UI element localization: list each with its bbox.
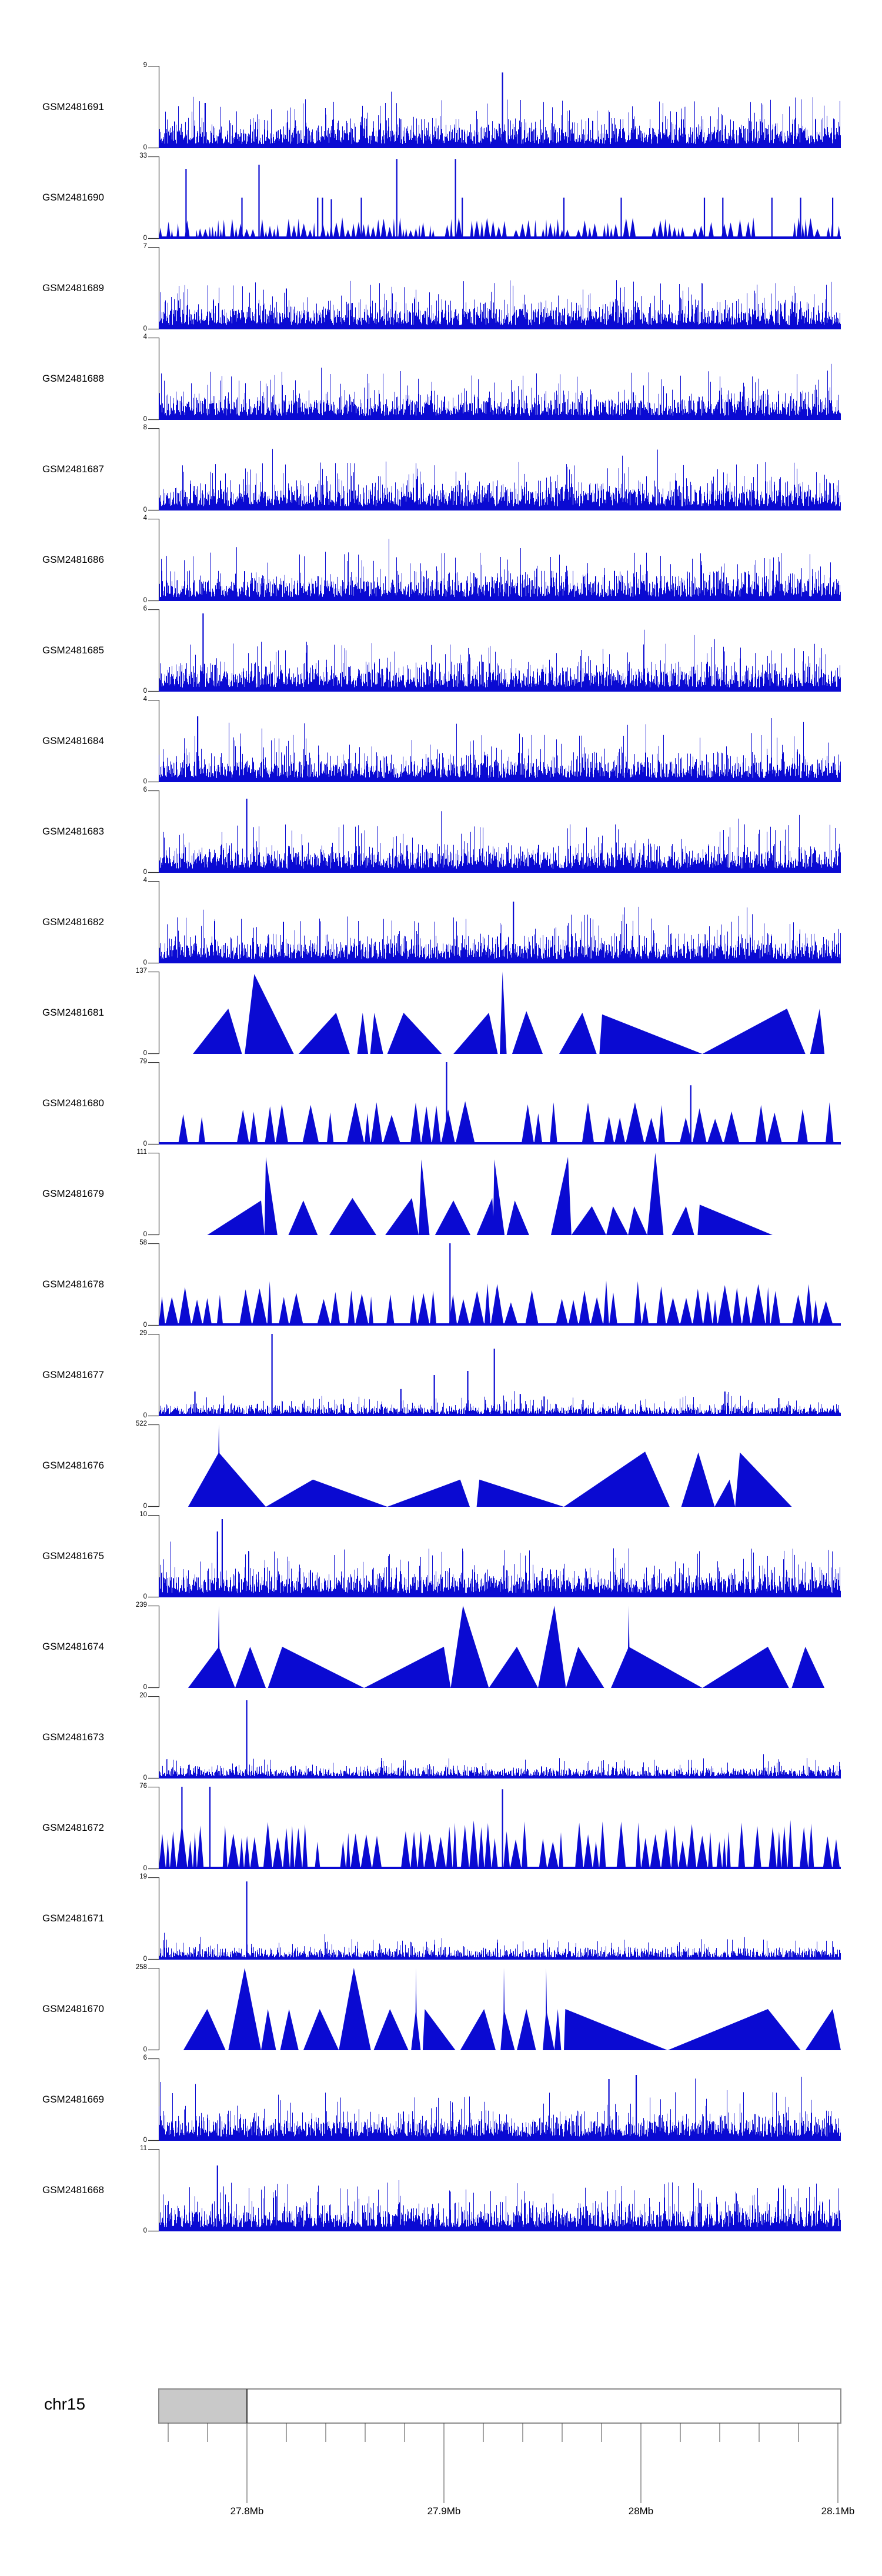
signal-baseline [159,416,841,420]
y-axis-max-label: 11 [140,2145,147,2152]
y-axis-zero-label: 0 [143,1593,147,1600]
y-axis-line [148,1062,159,1144]
coverage-signal [159,811,841,873]
peak-signal [183,1968,841,2050]
y-axis-zero-label: 0 [143,688,147,695]
signal-track-plot [147,1334,841,1417]
y-axis-max-label: 6 [143,786,147,793]
y-axis-max-label: 79 [139,1058,147,1065]
y-axis-max-label: 258 [135,1964,147,1971]
chromosome-bar [159,2389,841,2423]
y-axis-line [148,609,159,692]
peak-signal [159,1101,841,1144]
y-axis-line [148,1787,159,1869]
y-axis-max-label: 111 [136,1149,147,1156]
track-label: GSM2481670 [42,2003,104,2014]
signal-area [159,159,841,239]
signal-area [159,613,841,692]
peak-signal [159,1820,841,1870]
y-axis-line [148,1515,159,1597]
track-label: GSM2481689 [42,282,104,293]
signal-baseline [159,144,841,148]
ruler-tick-label: 27.9Mb [427,2505,461,2517]
track-label: GSM2481679 [42,1188,104,1199]
signal-track-plot [147,428,841,511]
ruler-axis [0,2388,882,2511]
track-label: GSM2481690 [42,192,104,203]
y-axis-zero-label: 0 [143,2227,147,2234]
y-axis-line [148,2149,159,2231]
y-axis-max-label: 10 [139,1511,147,1518]
signal-baseline [159,236,841,239]
y-axis-zero-label: 0 [143,597,147,604]
y-axis-line [148,2058,159,2141]
signal-area [159,72,841,148]
peak-signal [188,1606,824,1688]
ruler-tick-label: 27.8Mb [230,2505,264,2517]
signal-track-plot [147,1515,841,1598]
y-axis-line [148,66,159,148]
y-axis-max-label: 137 [135,967,147,975]
y-axis-max-label: 20 [139,1692,147,1699]
signal-baseline [159,2137,841,2141]
y-axis-max-label: 239 [135,1601,147,1609]
signal-area [159,1881,841,1960]
signal-baseline [159,2227,841,2231]
signal-area [159,449,841,510]
y-axis-zero-label: 0 [143,1140,147,1147]
signal-area [159,902,841,963]
signal-area [159,1700,841,1778]
signal-baseline [159,1776,841,1778]
y-axis-line [148,1696,159,1778]
y-axis-max-label: 9 [143,62,147,69]
signal-track-plot [147,247,841,330]
track-label: GSM2481671 [42,1913,104,1924]
y-axis-zero-label: 0 [143,1774,147,1781]
signal-track-plot [147,790,841,873]
signal-track-plot [147,1062,841,1145]
track-label: GSM2481680 [42,1097,104,1109]
signal-track-plot [147,156,841,239]
signal-baseline [159,506,841,510]
track-label: GSM2481686 [42,554,104,565]
signal-track-plot [147,1606,841,1689]
y-axis-line [148,1606,159,1688]
signal-area [193,972,824,1054]
signal-track-plot [147,609,841,692]
y-axis-max-label: 19 [139,1873,147,1880]
signal-area [159,716,841,782]
signal-track-plot [147,1787,841,1870]
y-axis-max-label: 4 [143,696,147,703]
y-axis-line [148,1424,159,1507]
signal-baseline [159,1414,841,1416]
y-axis-line [148,1968,159,2050]
y-axis-line [148,428,159,510]
track-label: GSM2481688 [42,373,104,384]
signal-baseline [159,959,841,963]
coverage-signal [159,449,841,510]
coverage-signal [159,2077,841,2141]
y-axis-line [148,338,159,420]
track-label: GSM2481682 [42,916,104,927]
y-axis-max-label: 7 [143,243,147,250]
y-axis-line [148,972,159,1054]
signal-area [159,539,841,601]
y-axis-zero-label: 0 [143,1503,147,1510]
coverage-signal [159,539,841,601]
y-axis-zero-label: 0 [143,506,147,513]
signal-baseline [159,778,841,782]
y-axis-max-label: 4 [143,515,147,522]
signal-track-plot [147,2149,841,2232]
signal-area [159,1243,841,1326]
y-axis-zero-label: 0 [143,2137,147,2144]
y-axis-max-label: 29 [139,1330,147,1337]
y-axis-max-label: 58 [139,1239,147,1246]
y-axis-line [148,1334,159,1416]
y-axis-zero-label: 0 [143,144,147,151]
y-axis-max-label: 522 [135,1420,147,1427]
coverage-signal [159,907,841,963]
track-label: GSM2481678 [42,1279,104,1290]
y-axis-max-label: 33 [139,152,147,159]
track-label: GSM2481668 [42,2184,104,2195]
signal-track-plot [147,1153,841,1236]
y-axis-line [148,700,159,782]
coverage-signal [159,1541,841,1597]
y-axis-zero-label: 0 [143,1412,147,1419]
y-axis-zero-label: 0 [143,1865,147,1872]
coverage-signal [159,364,841,420]
signal-track-plot [147,2058,841,2141]
coverage-signal [159,92,841,148]
track-label: GSM2481691 [42,101,104,112]
signal-track-plot [147,881,841,964]
chromosome-bar-highlight [159,2389,247,2423]
ruler-ticks [168,2423,838,2503]
signal-area [159,799,841,873]
signal-area [183,1968,841,2050]
peak-signal [188,1424,792,1507]
signal-baseline [159,1323,841,1326]
signal-baseline [159,1593,841,1597]
track-label: GSM2481673 [42,1731,104,1743]
y-axis-zero-label: 0 [143,325,147,332]
y-axis-zero-label: 0 [143,1956,147,1963]
y-axis-line [148,519,159,601]
coverage-signal [159,630,841,692]
peak-signal [207,1153,773,1235]
y-axis-zero-label: 0 [143,416,147,423]
coverage-signal [159,280,841,329]
y-axis-line [148,881,159,963]
ruler-tick-label: 28Mb [628,2505,654,2517]
track-label: GSM2481687 [42,463,104,475]
track-label: GSM2481684 [42,735,104,746]
signal-baseline [159,1142,841,1144]
track-label: GSM2481669 [42,2094,104,2105]
y-axis-zero-label: 0 [143,1050,147,1057]
y-axis-max-label: 8 [143,424,147,431]
signal-baseline [159,325,841,329]
signal-area [159,364,841,420]
signal-area [159,1334,841,1416]
signal-area [159,280,841,329]
signal-track-plot [147,1968,841,2051]
signal-baseline [159,1867,841,1869]
y-axis-line [148,1243,159,1326]
y-axis-line [148,156,159,239]
signal-track-plot [147,1424,841,1507]
signal-area [159,1062,841,1144]
y-axis-zero-label: 0 [143,869,147,876]
signal-baseline [159,688,841,692]
y-axis-zero-label: 0 [143,1322,147,1329]
signal-baseline [159,869,841,873]
y-axis-zero-label: 0 [143,2046,147,2053]
signal-track-plot [147,1243,841,1326]
coverage-signal [159,718,841,782]
chromosome-label: chr15 [44,2395,86,2413]
track-label: GSM2481677 [42,1369,104,1380]
y-axis-max-label: 4 [143,333,147,341]
track-label: GSM2481674 [42,1641,104,1652]
y-axis-max-label: 4 [143,877,147,884]
signal-area [159,1787,841,1869]
y-axis-zero-label: 0 [143,1684,147,1691]
signal-baseline [159,1957,841,1960]
coverage-signal [159,1391,841,1416]
track-label: GSM2481672 [42,1822,104,1833]
signal-track-plot [147,338,841,421]
coverage-signal [159,2180,841,2231]
signal-track-plot [147,1877,841,1960]
peak-signal [159,218,841,239]
signal-track-plot [147,66,841,149]
signal-baseline [159,597,841,601]
track-label: GSM2481683 [42,826,104,837]
signal-track-plot [147,1696,841,1779]
coverage-signal [159,1754,841,1778]
y-axis-line [148,1877,159,1960]
signal-area [207,1153,773,1235]
y-axis-max-label: 6 [143,2054,147,2061]
signal-area [159,1519,841,1597]
signal-area [159,2165,841,2231]
signal-track-plot [147,972,841,1055]
track-label: GSM2481675 [42,1550,104,1561]
signal-area [188,1424,792,1507]
peak-signal [193,972,824,1054]
signal-area [159,2075,841,2141]
y-axis-max-label: 6 [143,605,147,612]
y-axis-zero-label: 0 [143,959,147,966]
track-label: GSM2481676 [42,1460,104,1471]
y-axis-zero-label: 0 [143,778,147,785]
signal-track-plot [147,519,841,602]
y-axis-max-label: 76 [139,1783,147,1790]
y-axis-line [148,247,159,329]
peak-signal [159,1280,841,1326]
track-label: GSM2481681 [42,1007,104,1018]
coverage-signal [159,1933,841,1960]
y-axis-line [148,1153,159,1235]
signal-track-plot [147,700,841,783]
y-axis-zero-label: 0 [143,1231,147,1238]
ruler-tick-label: 28.1Mb [821,2505,855,2517]
track-label: GSM2481685 [42,645,104,656]
y-axis-line [148,790,159,873]
signal-area [188,1606,824,1688]
y-axis-zero-label: 0 [143,235,147,242]
